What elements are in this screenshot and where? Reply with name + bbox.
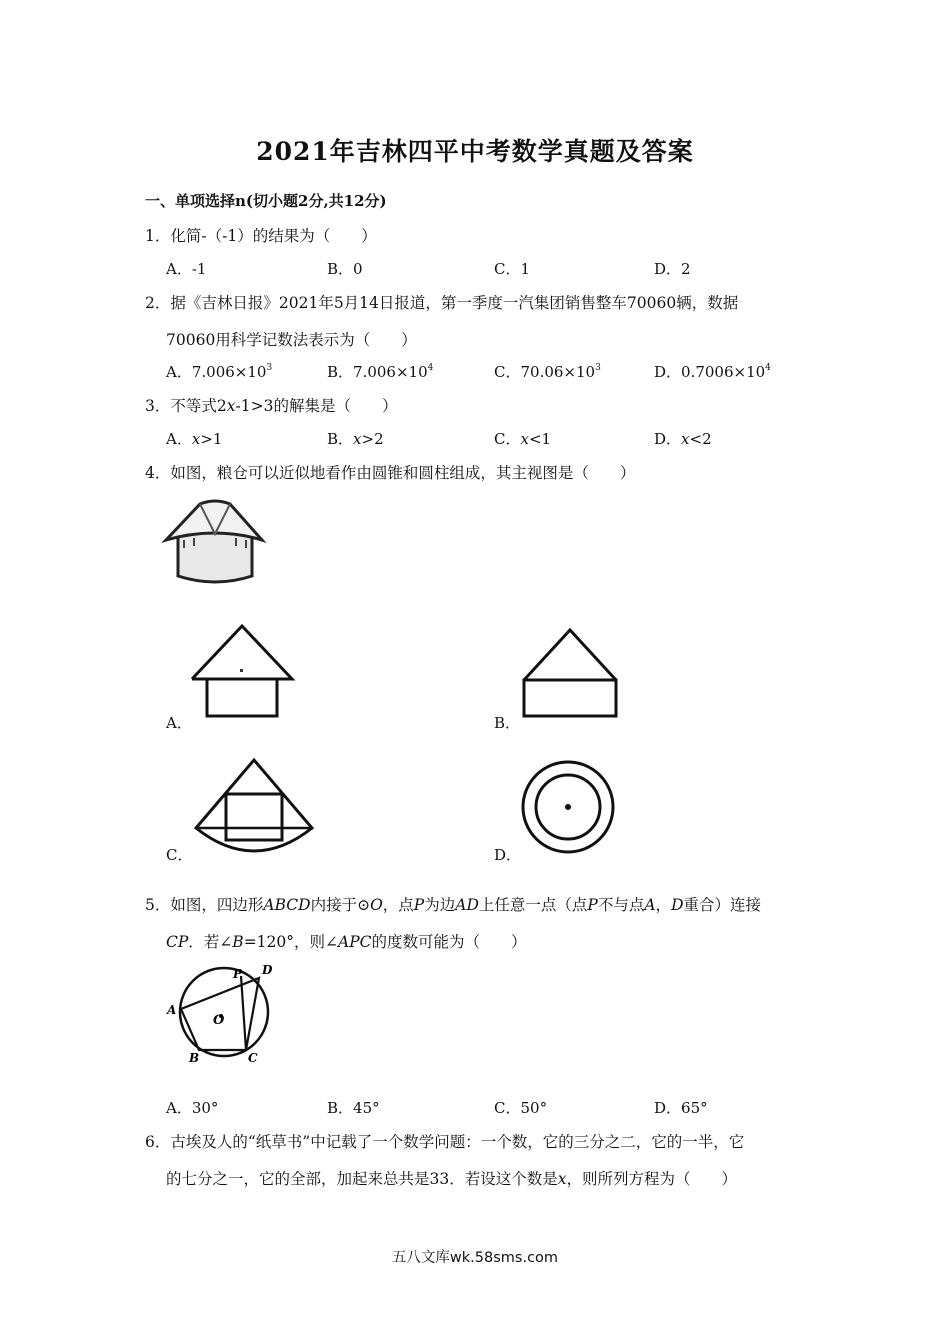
label-P: P [233,967,243,981]
q3-option-b: B．x>2 [327,430,384,448]
q2-option-a: A．$7.006\times 10^3$ [166,363,273,381]
q2-option-d: D．$0.7006\times 10^4$ [654,363,771,381]
q4-option-c-figure [192,756,316,856]
question-number: 2． [145,294,171,312]
q4-option-d-label: D． [494,846,522,864]
q2-option-c: C．$70.06\times 10^3$ [494,363,601,381]
q4-option-d-figure [520,760,616,856]
q5-option-c: C．50° [494,1099,548,1117]
section-heading: 一、单项选择n(切小题2分,共12分) [145,192,387,210]
page-footer: 五八文库wk.58sms.com [391,1250,559,1266]
label-D: D [262,963,273,977]
label-A: A [167,1003,177,1017]
q3-option-a: A．x>1 [166,430,223,448]
q1-option-d: D．2 [654,260,691,278]
q3-option-c: C．x<1 [494,430,552,448]
q5-option-b: B．45° [327,1099,380,1117]
granary-figure [160,496,270,588]
question-2-line2: 70060用科学记数法表示为（ ） [166,331,417,349]
q1-option-c: C．1 [494,260,531,278]
question-number: 1． [145,227,171,245]
q1-option-a: A．-1 [166,260,207,278]
question-4: 4．如图，粮仓可以近似地看作由圆锥和圆柱组成，其主视图是（ ） [145,464,636,482]
q2-option-b: B．$7.006\times 10^4$ [327,363,434,381]
question-5-line2: CP．若∠B=120°，则∠APC的度数可能为（ ） [166,933,527,951]
q5-option-a: A．30° [166,1099,219,1117]
q4-option-a-label: A． [166,714,192,732]
q4-option-b-label: B． [494,714,521,732]
question-text: 据《吉林日报》2021年5月14日报道，第一季度一汽集团销售整车70060辆，数据 [170,294,739,312]
question-1 [145,224,377,246]
question-2 [145,291,738,313]
q4-option-c-label: C． [166,846,193,864]
q3-option-d: D．x<2 [654,430,712,448]
label-B: B [189,1051,200,1065]
q4-option-a-figure [190,624,294,720]
label-O: O [213,1013,225,1028]
q5-option-d: D．65° [654,1099,708,1117]
q5-circle-figure [164,962,282,1066]
q1-option-b: B．0 [327,260,363,278]
label-C: C [248,1051,258,1065]
question-5: 5．如图，四边形ABCD内接于⊙O，点P为边AD上任意一点（点P不与点A，D重合）连接 [145,896,762,914]
question-3: 3．不等式2x-1>3的解集是（ ） [145,397,398,415]
question-6: 6．古埃及人的“纸草书”中记载了一个数学问题：一个数，它的三分之二，它的一半，它 [145,1133,745,1151]
page-title: 2021年吉林四平中考数学真题及答案 [256,137,694,166]
question-text: 化简-（-1）的结果为（ ） [170,227,377,245]
q4-option-b-figure [518,626,622,722]
question-6-line2: 的七分之一，它的全部，加起来总共是33．若设这个数是x，则所列方程为（ ） [166,1170,737,1188]
